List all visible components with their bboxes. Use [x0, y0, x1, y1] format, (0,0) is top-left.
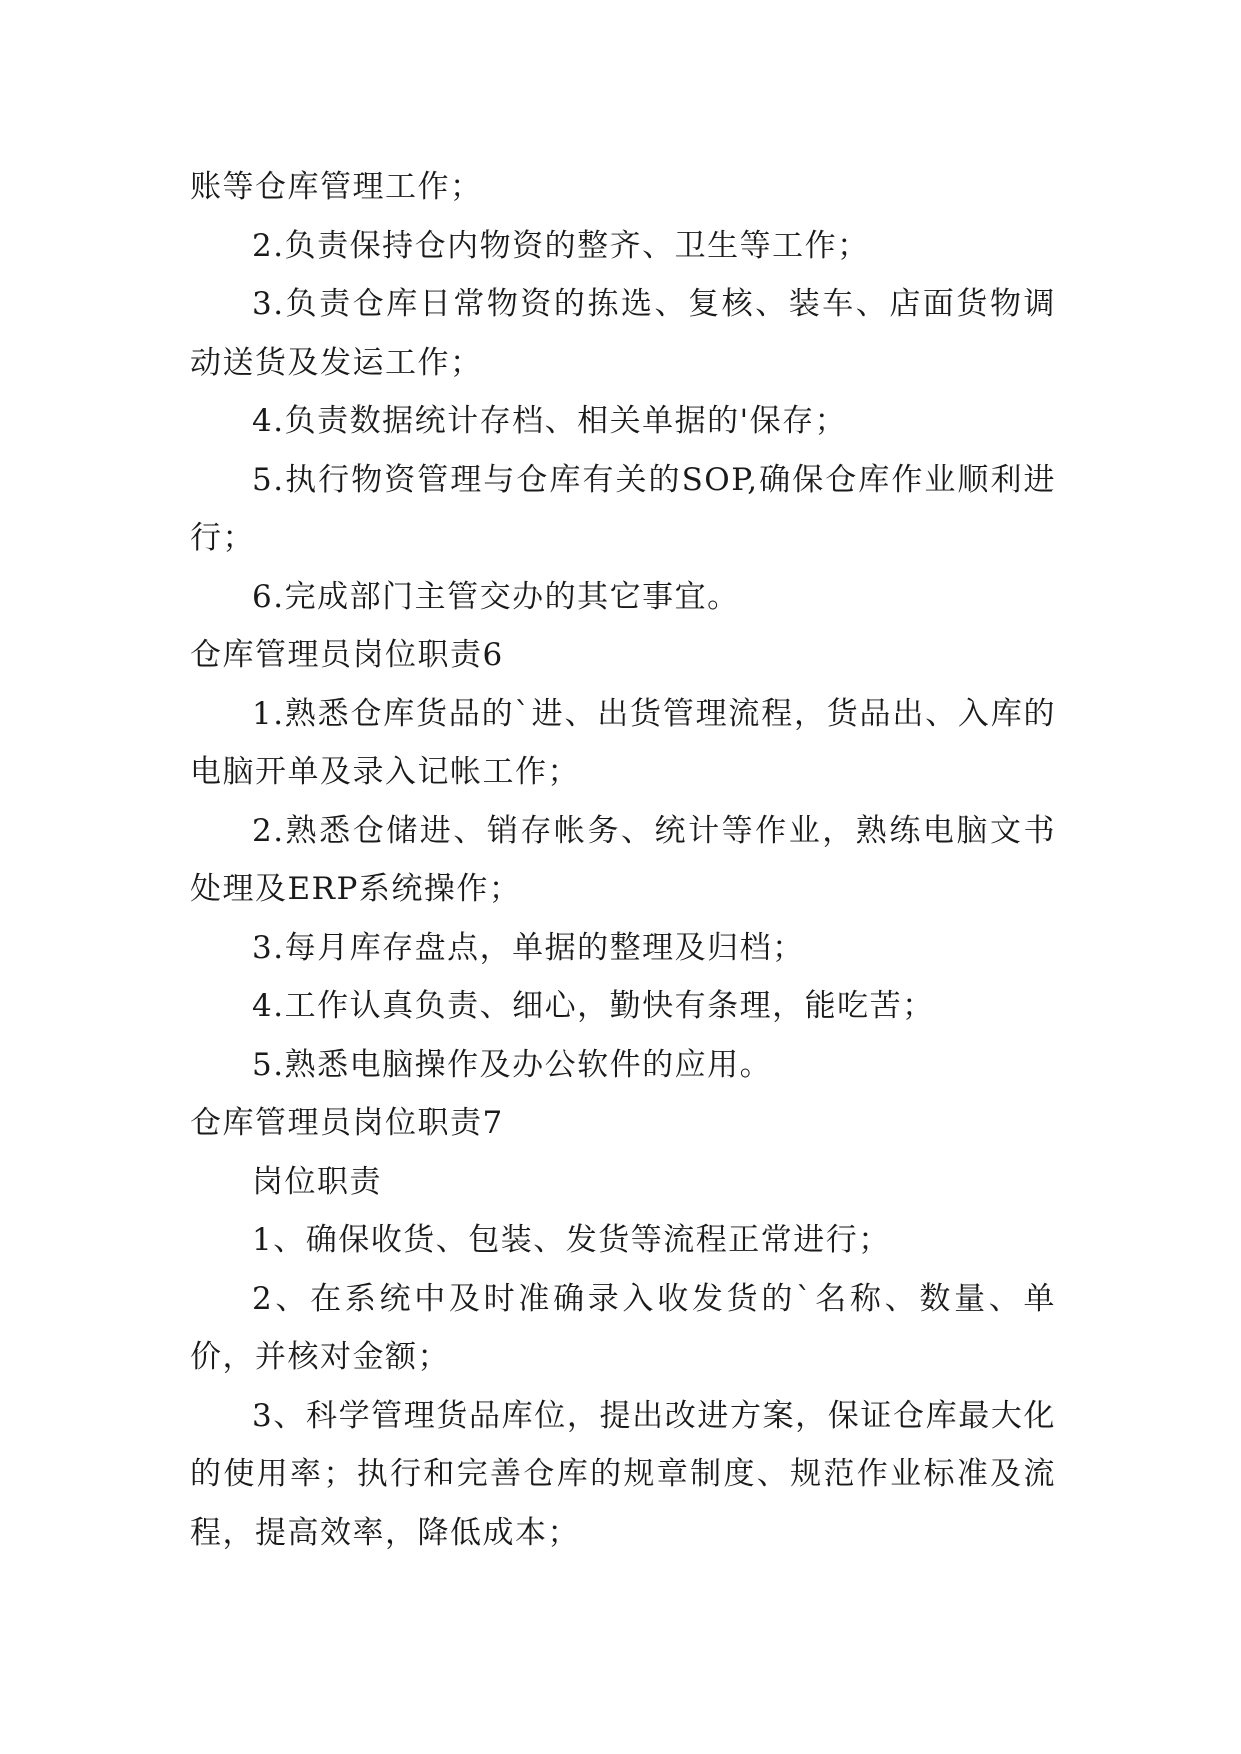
- list-item: 4.工作认真负责、细心，勤快有条理，能吃苦；: [252, 988, 935, 1024]
- list-item: 6.完成部门主管交办的其它事宜。: [252, 578, 740, 615]
- list-item: 2、在系统中及时准确录入收发货的`名称、数量、单价，并核对金额；: [190, 1280, 1056, 1375]
- list-item: 5.执行物资管理与仓库有关的SOP,确保仓库作业顺利进行；: [190, 461, 1056, 556]
- section-heading: 仓库管理员岗位职责6: [190, 637, 504, 673]
- list-item: 3.负责仓库日常物资的拣选、复核、装车、店面货物调动送货及发运工作；: [190, 286, 1056, 381]
- list-item: 5.熟悉电脑操作及办公软件的应用。: [252, 1046, 773, 1083]
- subsection-label: 岗位职责: [252, 1163, 382, 1200]
- section-heading: 仓库管理员岗位职责7: [190, 1105, 504, 1141]
- paragraph-continuation: 账等仓库管理工作；: [190, 169, 483, 205]
- document-body: [190, 158, 1056, 1562]
- list-item: 1.熟悉仓库货品的`进、出货管理流程，货品出、入库的电脑开单及录入记帐工作；: [190, 695, 1056, 790]
- list-item: 3、科学管理货品库位，提出改进方案，保证仓库最大化的使用率；执行和完善仓库的规章制度、规范作业标准及流程，提高效率，降低成本；: [190, 1397, 1056, 1551]
- list-item: 3.每月库存盘点，单据的整理及归档；: [252, 929, 805, 966]
- list-item: 2.熟悉仓储进、销存帐务、统计等作业，熟练电脑文书处理及ERP系统操作；: [190, 812, 1056, 907]
- list-item: 4.负责数据统计存档、相关单据的'保存；: [252, 403, 848, 439]
- list-item: 1、确保收货、包装、发货等流程正常进行；: [252, 1222, 891, 1258]
- list-item: 2.负责保持仓内物资的整齐、卫生等工作；: [252, 227, 870, 264]
